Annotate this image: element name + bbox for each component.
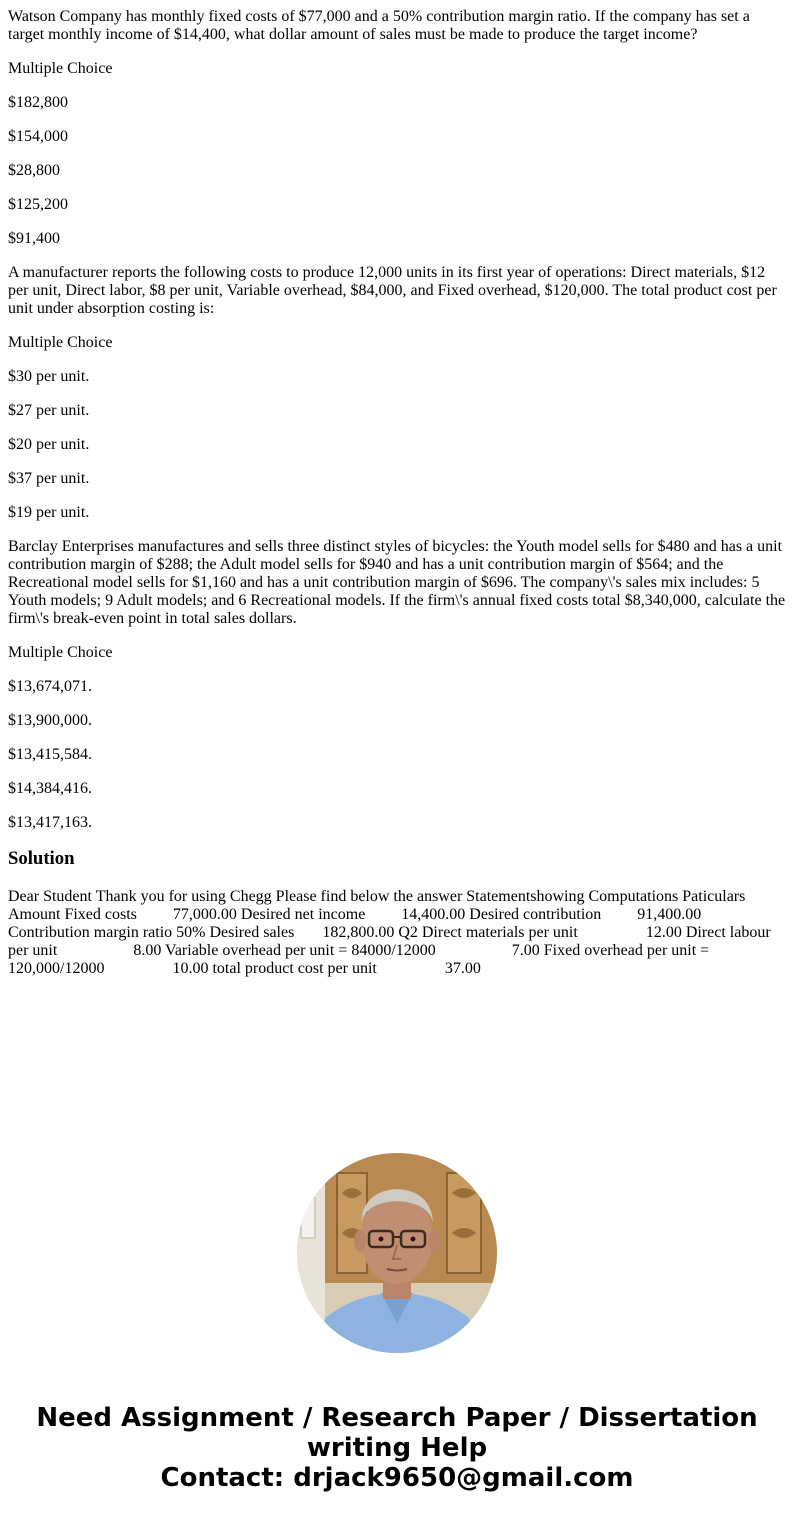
footer-line-1: Need Assignment / Research Paper / Dissertation [36, 1403, 758, 1433]
answer-option: $13,674,071. [8, 678, 92, 695]
question-2 [8, 264, 786, 522]
solution-heading: Solution [8, 848, 75, 869]
contact-footer [0, 1403, 794, 1493]
footer-line-2: writing Help [306, 1433, 488, 1463]
answer-option: $154,000 [8, 128, 68, 145]
answer-option: $125,200 [8, 196, 68, 213]
answer-option: $30 per unit. [8, 368, 90, 385]
question-3 [8, 538, 786, 832]
question-text: A manufacturer reports the following costs to produce 12,000 units in its first year of operations: Direct materials, $12 per unit, Direct labor, $8 per unit, Variable overhead, $84,000, and Fixed overhead, $120,000. The total product cost per unit under absorption costing is: [8, 264, 777, 317]
question-type-label: Multiple Choice [8, 334, 113, 351]
answer-option: $91,400 [8, 230, 60, 247]
document-content [8, 8, 786, 994]
question-type-label: Multiple Choice [8, 644, 113, 661]
answer-option: $37 per unit. [8, 470, 90, 487]
answer-option: $14,384,416. [8, 780, 92, 797]
question-text: Barclay Enterprises manufactures and sells three distinct styles of bicycles: the Youth model sells for $480 and has a unit contribution margin of $288; the Adult model sells for $940 and has a unit contribution margin of $564; and the Recreational model sells for $1,160 and has a unit contribution margin of $696. The company\'s sales mix includes: 5 Youth models; 9 Adult models; and 6 Recreational models. If the firm\'s annual fixed costs total $8,340,000, calculate the firm\'s break-even point in total sales dollars. [8, 538, 786, 627]
author-portrait-image [297, 1153, 497, 1353]
answer-option: $19 per unit. [8, 504, 90, 521]
answer-option: $13,900,000. [8, 712, 92, 729]
question-1 [8, 8, 786, 248]
footer-contact-email: Contact: drjack9650@gmail.com [160, 1463, 634, 1493]
question-text: Watson Company has monthly fixed costs of $77,000 and a 50% contribution margin ratio. If the company has set a target monthly income of $14,400, what dollar amount of sales must be made to produce the target income? [8, 8, 750, 43]
answer-option: $182,800 [8, 94, 68, 111]
answer-option: $28,800 [8, 162, 60, 179]
answer-option: $27 per unit. [8, 402, 90, 419]
answer-option: $20 per unit. [8, 436, 90, 453]
solution-section [8, 848, 786, 978]
question-type-label: Multiple Choice [8, 60, 113, 77]
author-avatar [297, 1153, 497, 1353]
answer-option: $13,417,163. [8, 814, 92, 831]
solution-body: Dear Student Thank you for using Chegg Please find below the answer Statementshowing Computations Paticulars Amount Fixed costs 77,000.00 Desired net income 14,400.00 Desired contribution 91,400.00 Contribution margin ratio 50% Desired sales 182,800.00 Q2 Direct materials per unit 12.00 Direct labour per unit 8.00 Variable overhead per unit = 84000/12000 7.00 Fixed overhead per unit = 120,000/12000 10.00 total product cost per unit 37.00 [8, 888, 775, 977]
answer-option: $13,415,584. [8, 746, 92, 763]
